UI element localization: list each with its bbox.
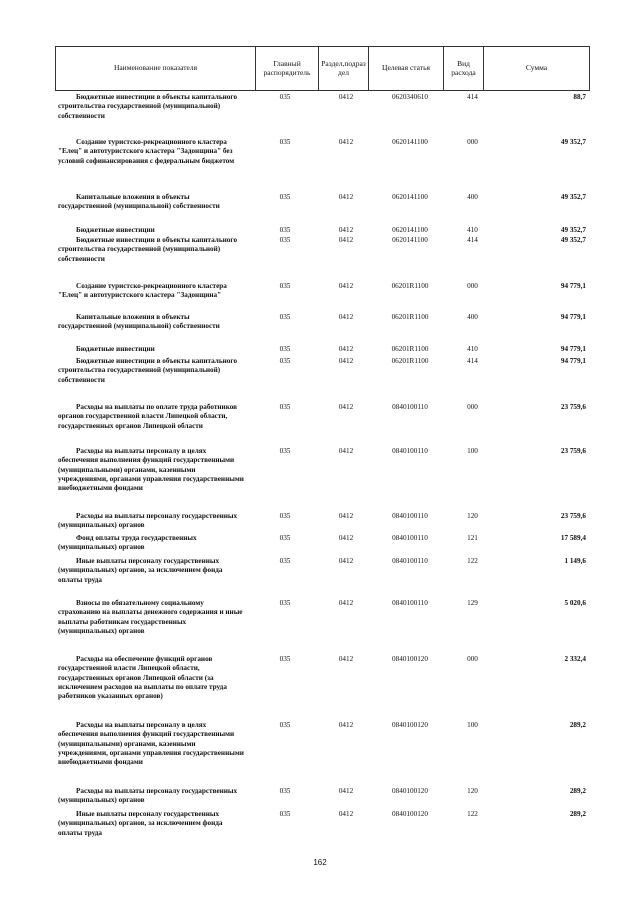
row-razd: 0412 [338, 721, 354, 729]
row-razd: 0412 [338, 403, 354, 411]
row-vid: 410 [467, 226, 478, 234]
row-sum: 49 352,7 [560, 226, 586, 234]
row-glav: 035 [279, 810, 291, 818]
row-name: Бюджетные инвестиции [76, 226, 155, 234]
row-cel: 0620141100 [392, 236, 428, 244]
row-sum: 23 759,6 [560, 403, 586, 411]
row-glav: 035 [279, 787, 291, 795]
row-cel: 0840100120 [392, 655, 428, 663]
row-sum: 289,2 [569, 721, 586, 729]
row-razd: 0412 [338, 138, 354, 146]
row-cel: 0840100120 [392, 787, 428, 795]
row-razd: 0412 [338, 226, 354, 234]
row-razd: 0412 [338, 534, 354, 542]
row-glav: 035 [279, 226, 291, 234]
row-glav: 035 [279, 138, 291, 146]
row-sum: 94 779,1 [560, 345, 586, 353]
row-cel: 06201R1100 [391, 313, 429, 321]
row-name: Бюджетные инвестиции в объекты капитального строительства государственной (муниципальной) собственности [58, 236, 238, 263]
row-vid: 120 [467, 512, 478, 520]
row-cel: 0620141100 [392, 138, 428, 146]
row-sum: 289,2 [569, 787, 586, 795]
row-glav: 035 [279, 721, 291, 729]
row-vid: 100 [467, 721, 478, 729]
row-razd: 0412 [338, 810, 354, 818]
row-vid: 122 [467, 557, 478, 565]
row-cel: 06201R1100 [391, 345, 429, 353]
row-sum: 49 352,7 [560, 236, 586, 244]
row-name: Взносы по обязательному социальному страхованию на выплаты денежного содержания и иные выплаты работникам государственных (муниципальных) органов [58, 599, 243, 635]
row-razd: 0412 [338, 557, 354, 565]
row-cel: 0840100120 [392, 721, 428, 729]
header-glav: Главный распорядитель [256, 47, 319, 90]
header-razd: Раздел,подраз дел [319, 47, 369, 90]
row-vid: 000 [467, 138, 478, 146]
row-vid: 122 [467, 810, 478, 818]
row-sum: 88,7 [573, 93, 586, 101]
row-glav: 035 [279, 534, 291, 542]
row-glav: 035 [279, 282, 291, 290]
row-vid: 000 [467, 655, 478, 663]
row-cel: 0840100110 [392, 403, 428, 411]
page-number: 162 [313, 858, 327, 867]
row-cel: 0840100110 [392, 534, 428, 542]
row-razd: 0412 [338, 447, 354, 455]
row-sum: 17 589,4 [560, 534, 586, 542]
row-vid: 000 [467, 282, 478, 290]
row-vid: 121 [467, 534, 478, 542]
row-vid: 120 [467, 787, 478, 795]
row-razd: 0412 [338, 357, 354, 365]
row-sum: 94 779,1 [560, 282, 586, 290]
row-vid: 000 [467, 403, 478, 411]
row-sum: 2 332,4 [564, 655, 586, 663]
row-name: Бюджетные инвестиции в объекты капитального строительства государственной (муниципальной) собственности [58, 93, 238, 120]
row-razd: 0412 [338, 282, 354, 290]
row-name: Бюджетные инвестиции [76, 345, 155, 353]
row-sum: 49 352,7 [560, 138, 586, 146]
row-sum: 1 149,6 [564, 557, 586, 565]
row-vid: 129 [467, 599, 478, 607]
row-name: Иные выплаты персоналу государственных (муниципальных) органов, за исключением фонда оплаты труда [58, 557, 223, 584]
row-sum: 23 759,6 [560, 447, 586, 455]
row-cel: 0840100110 [392, 447, 428, 455]
header-vid: Вид расхода [444, 47, 484, 90]
row-razd: 0412 [338, 193, 354, 201]
row-cel: 0840100120 [392, 810, 428, 818]
row-glav: 035 [279, 193, 291, 201]
header-cel: Целевая статья [369, 47, 444, 90]
row-name: Расходы на выплаты персоналу в целях обеспечения выполнения функций государственными (муниципальными) органами, казенными учреждениями, органами управления государственными внебюджетными фондами [58, 447, 244, 493]
row-razd: 0412 [338, 599, 354, 607]
table-header [55, 46, 590, 91]
row-name: Расходы на выплаты персоналу государственных (муниципальных) органов [58, 512, 238, 530]
row-glav: 035 [279, 512, 291, 520]
row-vid: 100 [467, 447, 478, 455]
row-razd: 0412 [338, 655, 354, 663]
row-sum: 23 759,6 [560, 512, 586, 520]
row-name: Бюджетные инвестиции в объекты капитального строительства государственной (муниципальной) собственности [58, 357, 238, 384]
row-razd: 0412 [338, 93, 354, 101]
header-sum: Сумма [525, 63, 548, 73]
row-name: Расходы на обеспечение функций органов государственной власти Липецкой области, государственных органов Липецкой области (за исключением расходов на выплаты по оплате труда работников указанных органов) [58, 655, 227, 701]
row-cel: 0620340610 [392, 93, 428, 101]
row-sum: 94 779,1 [560, 313, 586, 321]
row-vid: 414 [467, 357, 478, 365]
row-name: Капитальные вложения в объекты государственной (муниципальной) собственности [58, 193, 220, 211]
row-name: Фонд оплаты труда государственных (муниципальных) органов [58, 534, 197, 552]
row-glav: 035 [279, 557, 291, 565]
row-name: Расходы на выплаты персоналу государственных (муниципальных) органов [58, 787, 238, 805]
row-glav: 035 [279, 357, 291, 365]
row-glav: 035 [279, 447, 291, 455]
header-name: Наименование показателя [56, 47, 256, 90]
row-glav: 035 [279, 403, 291, 411]
row-cel: 0840100110 [392, 599, 428, 607]
row-sum: 94 779,1 [560, 357, 586, 365]
row-razd: 0412 [338, 787, 354, 795]
row-glav: 035 [279, 599, 291, 607]
row-name: Создание туристско-рекреационного кластера "Елец" и автотуристского кластера "Задонщина" [58, 282, 227, 300]
row-name: Капитальные вложения в объекты государственной (муниципальной) собственности [58, 313, 220, 331]
row-cel: 0840100110 [392, 557, 428, 565]
row-glav: 035 [279, 655, 291, 663]
row-vid: 400 [467, 313, 478, 321]
row-vid: 414 [467, 236, 478, 244]
row-razd: 0412 [338, 345, 354, 353]
row-razd: 0412 [338, 512, 354, 520]
row-sum: 49 352,7 [560, 193, 586, 201]
row-cel: 06201R1100 [391, 282, 429, 290]
row-cel: 0840100110 [392, 512, 428, 520]
row-glav: 035 [279, 93, 291, 101]
row-razd: 0412 [338, 313, 354, 321]
row-cel: 06201R1100 [391, 357, 429, 365]
row-name: Расходы на выплаты по оплате труда работников органов государственной власти Липецкой области, государственных органов Липецкой области [58, 403, 238, 430]
row-cel: 0620141100 [392, 193, 428, 201]
row-sum: 5 020,6 [564, 599, 586, 607]
row-cel: 0620141100 [392, 226, 428, 234]
row-vid: 410 [467, 345, 478, 353]
row-sum: 289,2 [569, 810, 586, 818]
row-vid: 400 [467, 193, 478, 201]
row-glav: 035 [279, 236, 291, 244]
row-name: Создание туристско-рекреационного кластера "Елец" и автотуристского кластера "Задонщина" без условий софинансирования с федеральным бюджетом [58, 138, 235, 165]
row-glav: 035 [279, 313, 291, 321]
row-name: Иные выплаты персоналу государственных (муниципальных) органов, за исключением фонда оплаты труда [58, 810, 223, 837]
row-vid: 414 [467, 93, 478, 101]
row-razd: 0412 [338, 236, 354, 244]
row-name: Расходы на выплаты персоналу в целях обеспечения выполнения функций государственными (муниципальными) органами, казенными учреждениями, органами управления государственными внебюджетными фондами [58, 721, 244, 767]
row-glav: 035 [279, 345, 291, 353]
